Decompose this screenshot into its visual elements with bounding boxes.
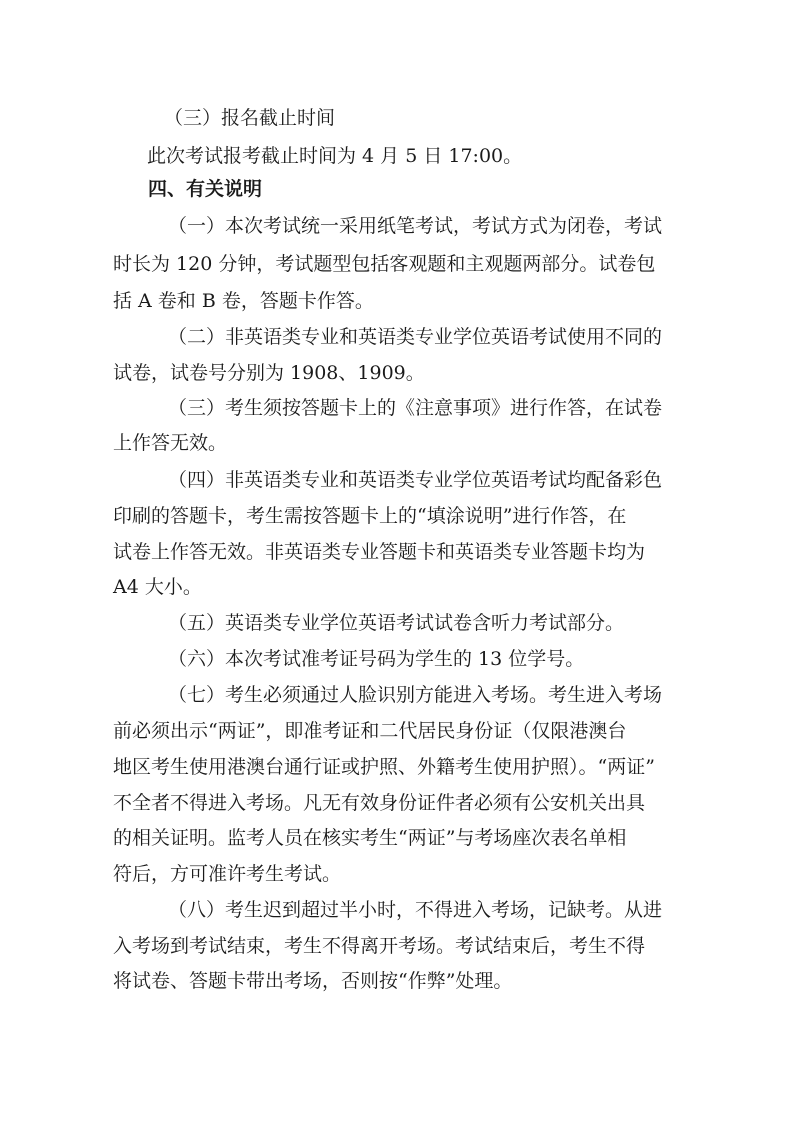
paragraph-line: A4 大小。 [113,576,202,598]
section-heading: （三）报名截止时间 [164,107,336,129]
paragraph-line: 入考场到考试结束，考生不得离开考场。考试结束后，考生不得 [113,935,646,957]
paragraph-line: （一）本次考试统一采用纸笔考试，考试方式为闭卷，考试 [168,215,663,237]
paragraph-line: （七）考生必须通过人脸识别方能进入考场。考生进入考场 [168,684,663,706]
paragraph-line: （四）非英语类专业和英语类专业学位英语考试均配备彩色 [168,469,663,491]
paragraph-line: 不全者不得进入考场。凡无有效身份证件者必须有公安机关出具 [113,792,646,814]
paragraph-line: 印刷的答题卡，考生需按答题卡上的“填涂说明”进行作答，在 [113,505,627,527]
paragraph-line: 括 A 卷和 B 卷，答题卡作答。 [113,290,374,312]
paragraph-line: （八）考生迟到超过半小时，不得进入考场，记缺考。从进 [168,899,663,921]
paragraph-line: （五）英语类专业学位英语考试试卷含听力考试部分。 [168,612,625,634]
paragraph-line: 试卷上作答无效。非英语类专业答题卡和英语类专业答题卡均为 [113,541,646,563]
paragraph-line: （三）考生须按答题卡上的《注意事项》进行作答，在试卷 [168,397,663,419]
paragraph-line: （二）非英语类专业和英语类专业学位英语考试使用不同的 [168,326,663,348]
paragraph-line: 时长为 120 分钟，考试题型包括客观题和主观题两部分。试卷包 [113,253,656,275]
paragraph-line: 上作答无效。 [113,432,228,454]
paragraph-line: （六）本次考试准考证号码为学生的 13 位学号。 [168,648,585,670]
paragraph-line: 符后，方可准许考生考试。 [113,863,342,885]
paragraph-line: 的相关证明。监考人员在核实考生“两证”与考场座次表名单相 [113,827,627,849]
paragraph-line: 将试卷、答题卡带出考场，否则按“作弊”处理。 [113,970,513,992]
part-title: 四、有关说明 [148,178,263,200]
paragraph-line: 前必须出示“两证”，即准考证和二代居民身份证（仅限港澳台 [113,720,627,742]
paragraph-line: 地区考生使用港澳台通行证或护照、外籍考生使用护照）。“两证” [113,756,655,778]
paragraph-line: 试卷，试卷号分别为 1908、1909。 [113,362,425,384]
paragraph: 此次考试报考截止时间为 4 月 5 日 17:00。 [147,145,523,167]
